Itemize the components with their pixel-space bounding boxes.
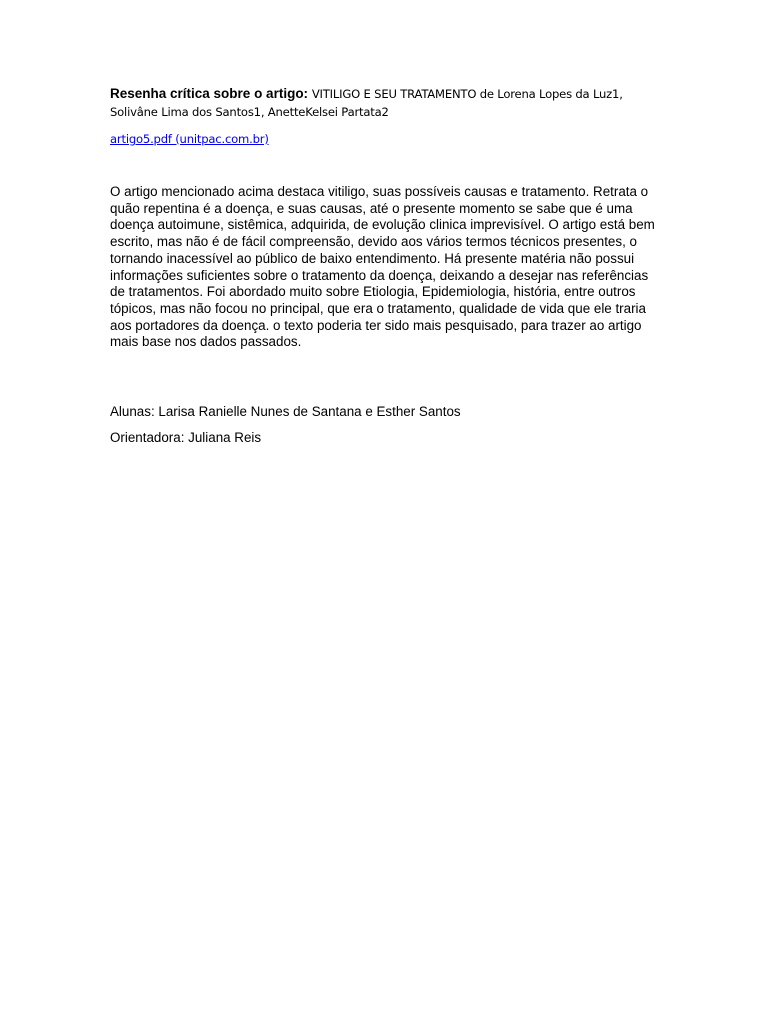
review-heading (110, 85, 660, 121)
heading-lead: Resenha crítica sobre o artigo: (110, 86, 309, 101)
article-citation: VITILIGO E SEU TRATAMENTO de Lorena Lopes da Luz1, Solivâne Lima dos Santos1, AnetteKelsei Partata2 (110, 87, 623, 119)
article-link[interactable]: artigo5.pdf (unitpac.com.br) (110, 132, 269, 146)
review-body-paragraph: O artigo mencionado acima destaca vitiligo, suas possíveis causas e tratamento. Retrata o quão repentina é a doença, e suas causas, até o presente momento se sabe que é uma doença autoimune, sistêmica, adquirida, de evolução clinica imprevisível. O artigo está bem escrito, mas não é de fácil compreensão, devido aos vários termos técnicos presentes, o tornando inacessível ao público de baixo entendimento. Há presente matéria não possui informações suficientes sobre o tratamento da doença, deixando a desejar nas referências de tratamentos. Foi abordado muito sobre Etiologia, Epidemiologia, história, entre outros tópicos, mas não focou no principal, que era o tratamento, qualidade de vida que ele traria aos portadores da doença. o texto poderia ter sido mais pesquisado, para trazer ao artigo mais base nos dados passados. (110, 184, 655, 350)
advisor-line: Orientadora: Juliana Reis (110, 430, 262, 445)
students-line: Alunas: Larisa Ranielle Nunes de Santana e Esther Santos (110, 404, 461, 419)
